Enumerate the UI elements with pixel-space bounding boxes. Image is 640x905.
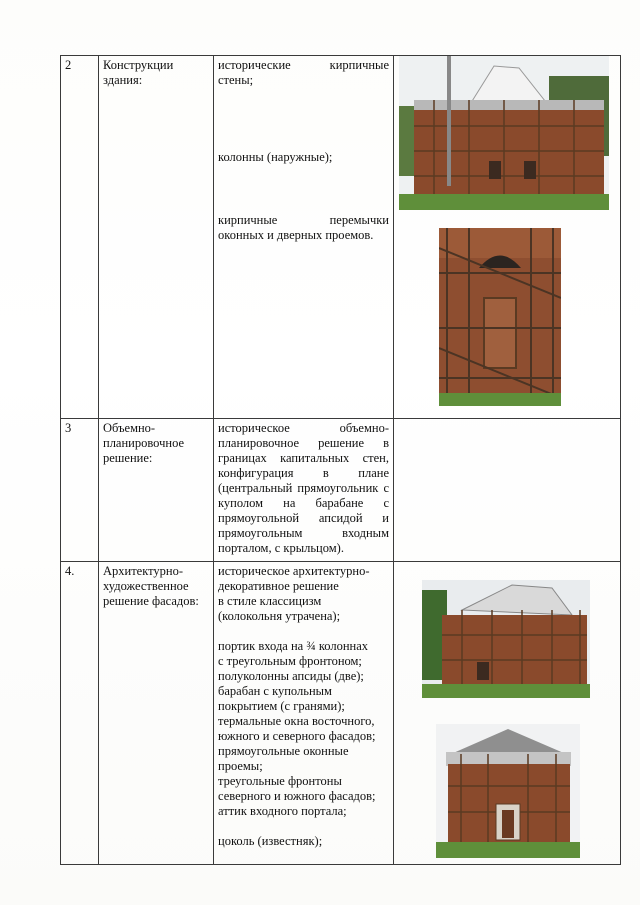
row-title — [99, 562, 214, 865]
row-number: 3 — [61, 419, 99, 562]
text-line: решение: — [103, 451, 153, 465]
photo-cell — [394, 56, 621, 419]
facade-photo-1 — [422, 580, 590, 698]
text-line: художественное — [103, 579, 189, 593]
text-line: решение фасадов: — [103, 594, 199, 608]
text-line: перемычки — [329, 213, 389, 227]
text-line: колонны (наружные); — [218, 150, 333, 164]
text-line: оконных и дверных проемов. — [218, 228, 374, 242]
text-line: историческое архитектурно- — [218, 564, 370, 578]
facade-photo-2 — [436, 724, 580, 858]
row-title: Конструкции здания: — [99, 56, 214, 419]
text-line: цоколь (известняк); — [218, 834, 323, 848]
table-row — [61, 562, 621, 865]
text-line: планировочное — [103, 436, 185, 450]
text-line: полуколонны апсиды (две); — [218, 669, 364, 683]
text-line: с треугольным фронтоном; — [218, 654, 362, 668]
text-line: аттик входного портала; — [218, 804, 347, 818]
photo-cell — [394, 562, 621, 865]
text-line: прямоугольные оконные — [218, 744, 349, 758]
row-number: 4. — [61, 562, 99, 865]
text-line: проемы; — [218, 759, 263, 773]
text-line: кирпичные — [329, 58, 389, 72]
text-line: декоративное решение — [218, 579, 339, 593]
table-row — [61, 419, 621, 562]
text-line: кирпичные — [218, 213, 278, 227]
church-scaffolding-photo — [399, 56, 609, 210]
text-line: северного и южного фасадов; — [218, 789, 376, 803]
row-title — [99, 419, 214, 562]
text-line: стены; — [218, 73, 254, 87]
characteristics-table — [60, 55, 621, 865]
wall-closeup-photo — [439, 228, 561, 406]
text-line: покрытием (с гранями); — [218, 699, 345, 713]
text-line: (колокольня утрачена); — [218, 609, 341, 623]
table-row — [61, 56, 621, 419]
text-line: термальные окна восточного, — [218, 714, 375, 728]
row-number: 2 — [61, 56, 99, 419]
text-line: Объемно- — [103, 421, 156, 435]
text-line: в стиле классицизм — [218, 594, 322, 608]
text-line: исторические — [218, 58, 291, 72]
row-description — [214, 56, 394, 419]
text-line: барабан с купольным — [218, 684, 332, 698]
photo-cell-empty — [394, 419, 621, 562]
text-line: портик входа на ¾ колоннах — [218, 639, 369, 653]
text-line: треугольные фронтоны — [218, 774, 342, 788]
row-description — [214, 562, 394, 865]
text-line: Архитектурно- — [103, 564, 184, 578]
text-line: южного и северного фасадов; — [218, 729, 376, 743]
row-description: историческое объемно-планировочное решение в границах капитальных стен, конфигурация в плане (центральный прямоугольник с куполом на барабане с прямоугольной апсидой и прямоугольным входным порталом, с крыльцом). — [214, 419, 394, 562]
